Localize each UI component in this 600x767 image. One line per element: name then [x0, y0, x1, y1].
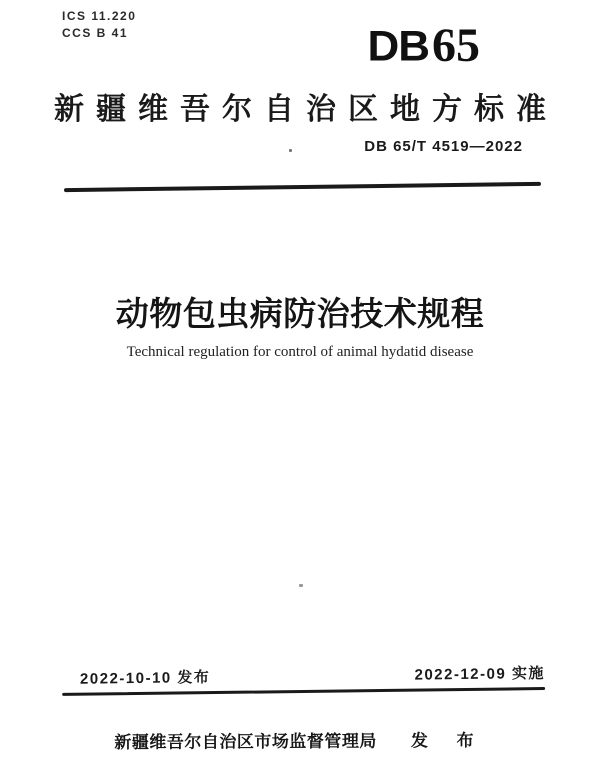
document-title-cn: 动物包虫病防治技术规程 — [115, 295, 485, 332]
implement-date: 2022-12-09 实施 — [414, 665, 546, 684]
ccs-code: CCS B 41 — [62, 26, 129, 40]
issue-date: 2022-10-10 发布 — [79, 669, 211, 688]
document-title-en: Technical regulation for control of animal hydatid disease — [126, 344, 474, 360]
footer-date-band — [0, 661, 600, 696]
bottom-divider-line — [62, 687, 545, 696]
scan-speck — [289, 149, 292, 152]
date-row — [80, 662, 545, 689]
scan-speck — [299, 584, 303, 587]
db65-logo-number: 65 — [432, 19, 480, 72]
publish-label: 发 布 — [410, 731, 486, 751]
classification-codes — [62, 8, 136, 42]
issuer-row — [0, 725, 600, 753]
ics-code: ICS 11.220 — [62, 9, 137, 23]
db65-logo — [367, 19, 480, 72]
standard-type-heading: 新疆维吾尔自治区地方标准 — [54, 93, 558, 126]
top-divider-line — [64, 182, 541, 192]
db65-logo-db: DB — [367, 23, 429, 71]
standard-number: DB 65/T 4519—2022 — [364, 138, 523, 155]
issuing-authority: 新疆维吾尔自治区市场监督管理局 — [114, 731, 377, 752]
